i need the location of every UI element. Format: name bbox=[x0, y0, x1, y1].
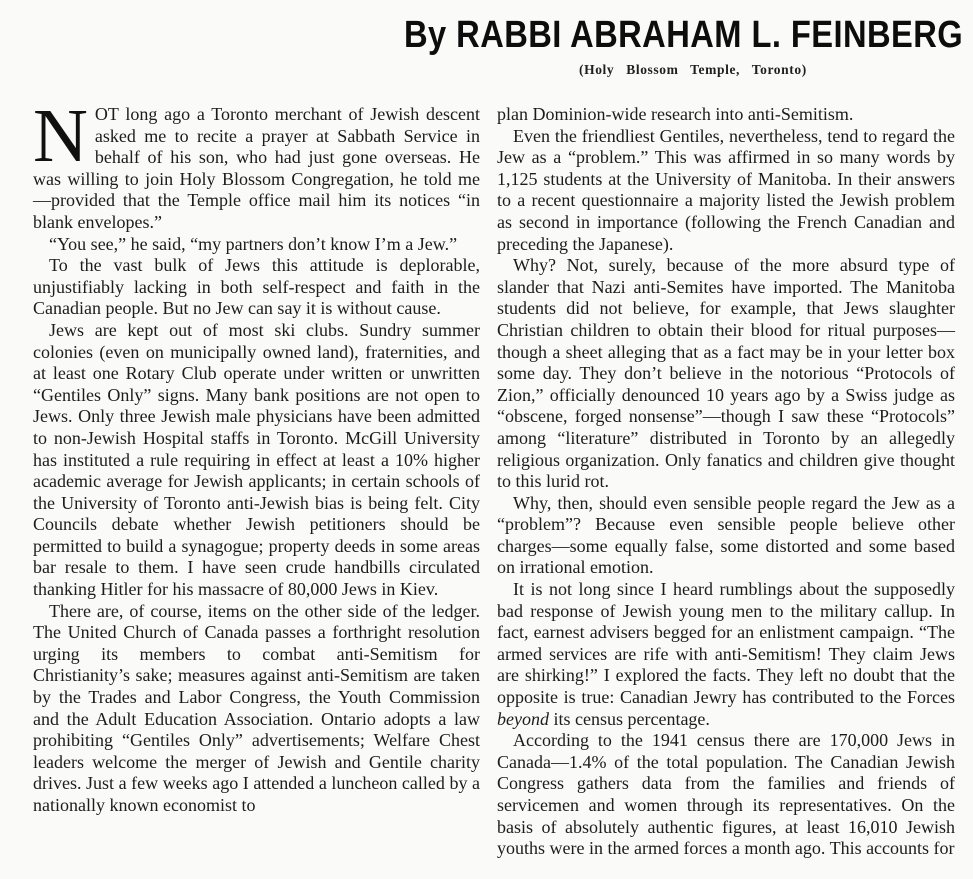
byline: By RABBI ABRAHAM L. FEINBERG bbox=[403, 14, 963, 56]
article-header bbox=[313, 14, 963, 78]
article-body bbox=[0, 94, 973, 860]
left-column bbox=[33, 94, 480, 860]
paragraph: Why? Not, surely, because of the more absurd type of slander that Nazi anti-Semites have imported. The Manitoba students did not believe, for example, that Jews slaughter Christian children to obtain their blood for ritual purposes—though a sheet alleging that as a fact may be in your letter box some day. They don’t believe in the notorious “Protocols of Zion,” officially denounced 10 years ago by a Swiss judge as “obscene, forged nonsense”—though I saw these “Protocols” among “literature” distributed in Toronto by an allegedly religious organization. Only fanatics and children give thought to this lurid rot. bbox=[497, 255, 955, 492]
paragraph-text: OT long ago a Toronto merchant of Jewish descent asked me to recite a prayer at Sabbath Service in behalf of his son, who had just gone overseas. He was willing to join Holy Blossom Congregation, he told me—provided that the Temple office mail him its notices “in blank envelopes.” bbox=[33, 104, 480, 232]
paragraph: Even the friendliest Gentiles, nevertheless, tend to regard the Jew as a “problem.” This was affirmed in so many words by 1,125 students at the University of Manitoba. In their answers to a recent questionnaire a majority listed the Jewish problem as second in importance (following the French Canadian and preceding the Japanese). bbox=[497, 125, 955, 254]
opening-paragraph bbox=[33, 94, 480, 234]
drop-cap: N bbox=[33, 94, 88, 178]
byline-affiliation: (Holy Blossom Temple, Toronto) bbox=[579, 62, 807, 77]
paragraph: “You see,” he said, “my partners don’t know I’m a Jew.” bbox=[49, 233, 458, 254]
paragraph: Why, then, should even sensible people regard the Jew as a “problem”? Because even sensible people believe other charges—some equally false, some distorted and some based on irrational emotion. bbox=[497, 492, 955, 578]
paragraph-text: its census percentage. bbox=[548, 708, 710, 729]
paragraph: According to the 1941 census there are 170,000 Jews in Canada—1.4% of the total population. The Canadian Jewish Congress gathers data from the families and friends of servicemen and women through its representatives. On the basis of absolutely authentic figures, at least 16,010 Jewish youths were in the armed forces a month ago. This accounts for bbox=[497, 730, 955, 859]
italic-word: beyond bbox=[497, 708, 549, 729]
paragraph bbox=[497, 579, 955, 730]
paragraph: Jews are kept out of most ski clubs. Sundry summer colonies (even on municipally owned land), fraternities, and at least one Rotary Club operate under written or unwritten “Gentiles Only” signs. Many bank positions are not open to Jews. Only three Jewish male physicians have been admitted to non-Jewish Hospital staffs in Toronto. McGill University has instituted a rule requiring in effect at least a 10% higher academic average for Jewish applicants; in certain schools of the University of Toronto anti-Jewish bias is being felt. City Councils debate whether Jewish petitioners should be permitted to build a synagogue; property deeds in some areas bar resale to them. I have seen crude handbills circulated thanking Hitler for his massacre of 80,000 Jews in Kiev. bbox=[33, 319, 480, 600]
right-column bbox=[497, 104, 955, 860]
paragraph: There are, of course, items on the other side of the ledger. The United Church of Canada passes a forthright resolution urging its members to combat anti-Semitism for Christianity’s sake; measures against anti-Semitism are taken by the Trades and Labor Congress, the Youth Commission and the Adult Education Association. Ontario adopts a law prohibiting “Gentiles Only” advertisements; Welfare Chest leaders welcome the merger of Jewish and Gentile charity drives. Just a few weeks ago I attended a luncheon called by a nationally known economist to bbox=[33, 600, 480, 815]
paragraph: To the vast bulk of Jews this attitude is deplorable, unjustifiably lacking in both self-respect and faith in the Canadian people. But no Jew can say it is without cause. bbox=[33, 255, 480, 319]
paragraph-text: It is not long since I heard rumblings about the supposedly bad response of Jewish young men to the military callup. In fact, earnest advisers begged for an enlistment campaign. “The armed services are rife with anti-Semitism! They claim Jews are shirking!” I explored the facts. They left no doubt that the opposite is true: Canadian Jewry has contributed to the Forces bbox=[497, 579, 955, 708]
continuation-paragraph: plan Dominion-wide research into anti-Semitism. bbox=[497, 104, 854, 124]
